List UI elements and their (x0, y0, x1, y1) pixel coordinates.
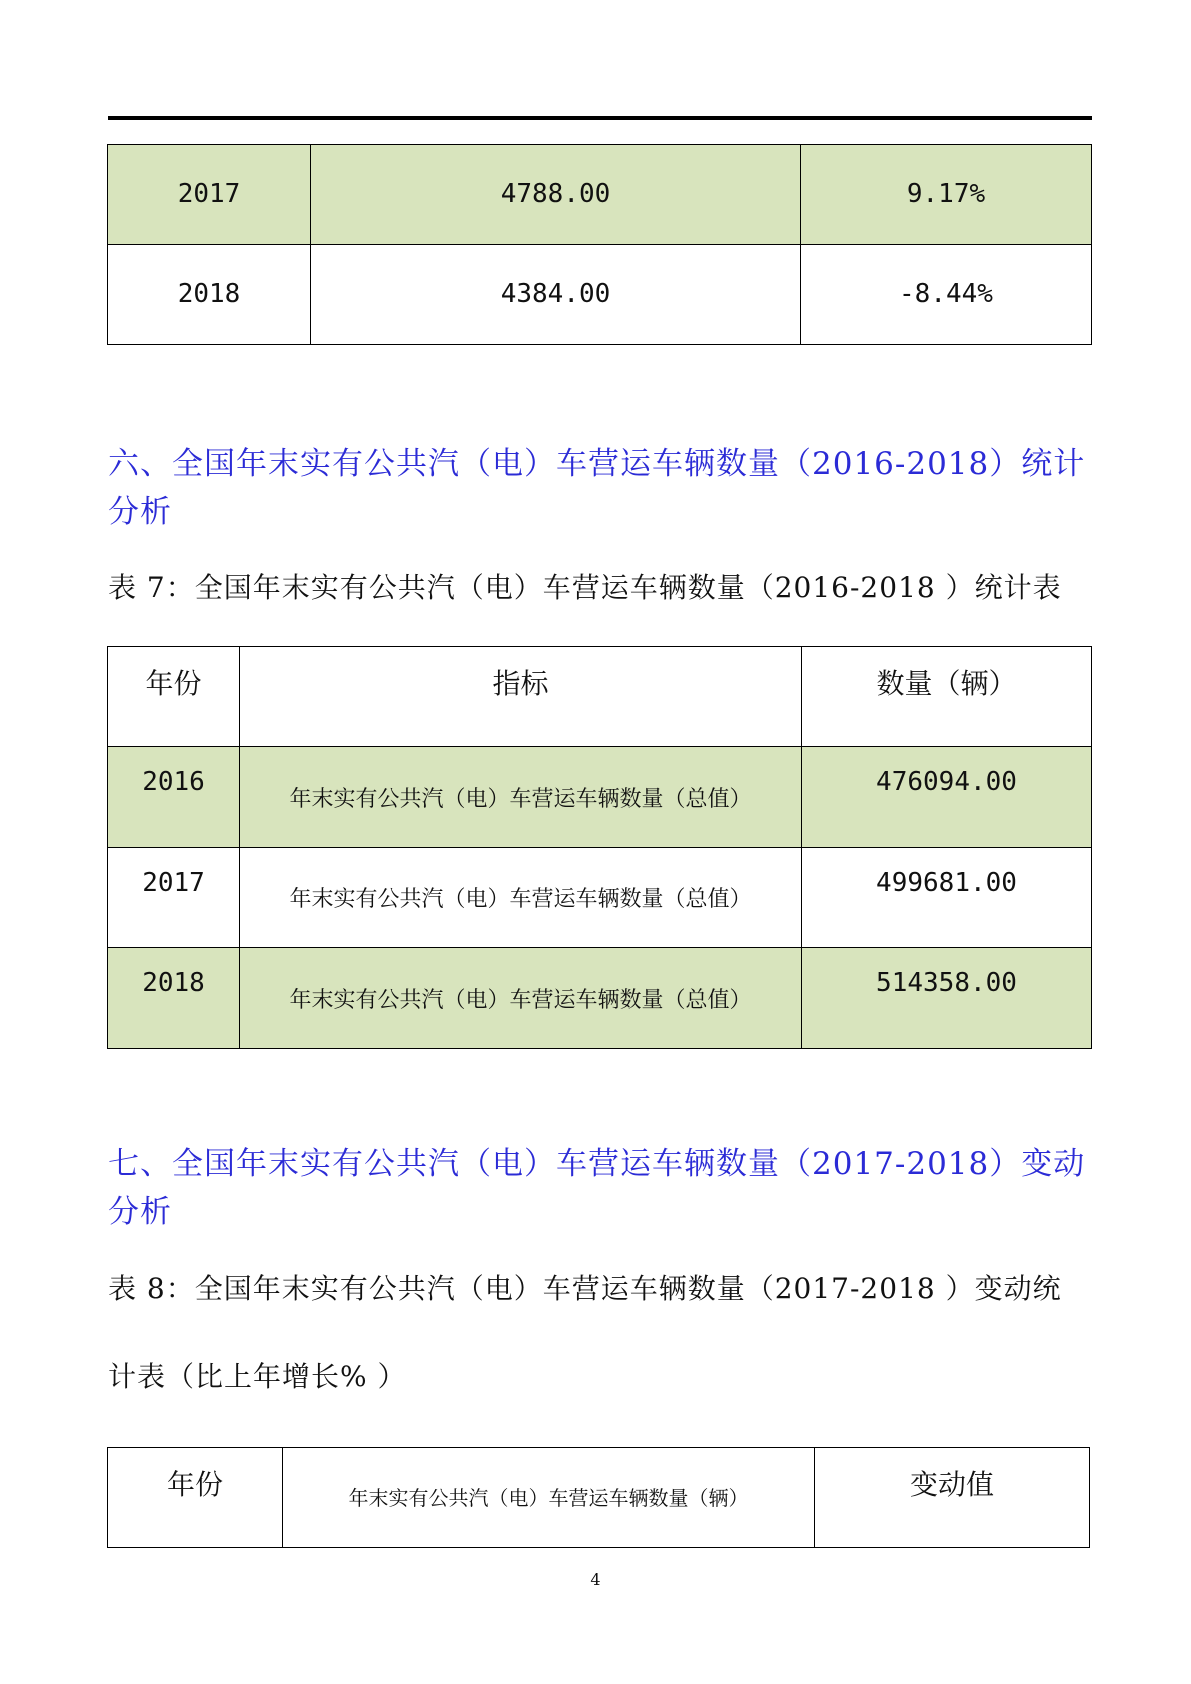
table-header-row (108, 647, 1092, 747)
table-row (108, 848, 1092, 948)
year-cell: 2018 (108, 245, 311, 345)
header-year: 年份 (108, 647, 240, 747)
page-number: 4 (590, 1570, 601, 1589)
year-cell: 2016 (108, 747, 240, 848)
header-indicator: 指标 (240, 647, 802, 747)
header-rule (108, 116, 1092, 120)
header-year: 年份 (108, 1448, 283, 1548)
value-cell: 514358.00 (802, 948, 1092, 1049)
table-row (108, 747, 1092, 848)
year-cell: 2017 (108, 848, 240, 948)
table-row (108, 948, 1092, 1049)
table-header-row (108, 1448, 1090, 1548)
table-8-caption-line-2: 计表（比上年增长% ） (108, 1360, 407, 1393)
section-6-heading: 六、全国年末实有公共汽（电）车营运车辆数量（2016-2018）统计分析 (108, 446, 1086, 530)
growth-table-continued (107, 144, 1092, 345)
header-vehicle-count: 年末实有公共汽（电）车营运车辆数量（辆） (283, 1448, 815, 1548)
year-cell: 2017 (108, 145, 311, 245)
year-cell: 2018 (108, 948, 240, 1049)
value-cell: 476094.00 (802, 747, 1092, 848)
value-cell: 4788.00 (311, 145, 801, 245)
change-cell: -8.44% (801, 245, 1092, 345)
indicator-cell: 年末实有公共汽（电）车营运车辆数量（总值） (240, 948, 802, 1049)
section-7-heading: 七、全国年末实有公共汽（电）车营运车辆数量（2017-2018）变动分析 (108, 1146, 1086, 1230)
table-row (108, 145, 1092, 245)
change-cell: 9.17% (801, 145, 1092, 245)
value-cell: 499681.00 (802, 848, 1092, 948)
table-8-caption-line-1: 表 8：全国年末实有公共汽（电）车营运车辆数量（2017-2018 ）变动统 (108, 1272, 1062, 1305)
table-row (108, 245, 1092, 345)
header-quantity: 数量（辆） (802, 647, 1092, 747)
table-7-caption: 表 7：全国年末实有公共汽（电）车营运车辆数量（2016-2018 ）统计表 (108, 571, 1062, 604)
table-7 (107, 646, 1092, 1049)
header-change-value: 变动值 (815, 1448, 1090, 1548)
table-8 (107, 1447, 1090, 1548)
value-cell: 4384.00 (311, 245, 801, 345)
indicator-cell: 年末实有公共汽（电）车营运车辆数量（总值） (240, 848, 802, 948)
indicator-cell: 年末实有公共汽（电）车营运车辆数量（总值） (240, 747, 802, 848)
